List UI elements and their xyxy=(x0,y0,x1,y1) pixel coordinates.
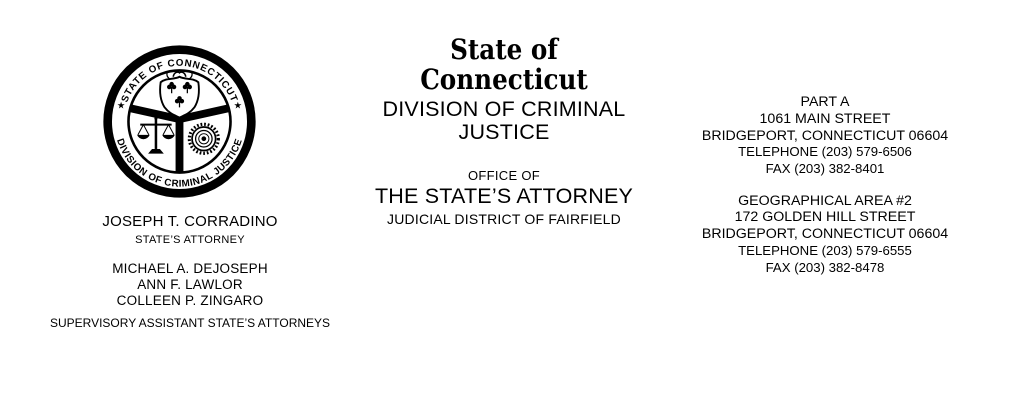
office-telephone: TELEPHONE (203) 579-6555 xyxy=(738,242,912,258)
seal-star-right-icon: ★ xyxy=(233,100,243,112)
supervisor-name: COLLEEN P. ZINGARO xyxy=(116,293,264,309)
judicial-district: JUDICIAL DISTRICT OF FAIRFIELD xyxy=(387,211,621,227)
office-name: PART A xyxy=(800,94,850,110)
supervisor-name-list xyxy=(30,261,350,310)
staff-block xyxy=(30,213,350,331)
office-block-geographical-area-2 xyxy=(689,193,961,277)
seal-star-left-icon: ★ xyxy=(116,100,126,112)
offices-column xyxy=(689,94,961,277)
office-block-part-a xyxy=(689,94,961,178)
office-street: 172 GOLDEN HILL STREET xyxy=(734,209,916,226)
office-street: 1061 MAIN STREET xyxy=(759,110,891,127)
division-title: DIVISION OF CRIMINAL JUSTICE xyxy=(382,97,626,144)
supervisors-title: SUPERVISORY ASSISTANT STATE’S ATTORNEYS xyxy=(49,315,331,330)
office-fax: FAX (203) 382-8401 xyxy=(765,161,885,177)
center-heading xyxy=(343,35,665,227)
office-of-label: OFFICE OF xyxy=(467,168,541,183)
office-fax: FAX (203) 382-8478 xyxy=(765,259,885,275)
office-city: BRIDGEPORT, CONNECTICUT 06604 xyxy=(701,127,949,144)
division-seal xyxy=(101,43,258,200)
police-badge-icon xyxy=(189,124,218,153)
office-city: BRIDGEPORT, CONNECTICUT 06604 xyxy=(701,226,949,243)
office-name: GEOGRAPHICAL AREA #2 xyxy=(738,192,912,209)
states-attorney-name: JOSEPH T. CORRADINO xyxy=(102,213,278,230)
supervisor-name: MICHAEL A. DEJOSEPH xyxy=(112,260,268,276)
division-of-criminal-justice-seal-graphic xyxy=(101,43,258,200)
office-telephone: TELEPHONE (203) 579-6506 xyxy=(738,144,912,160)
seal-bottom-text: DIVISION OF CRIMINAL JUSTICE xyxy=(114,137,245,190)
state-name-script: State of Connecticut xyxy=(420,33,588,96)
supervisor-name: ANN F. LAWLOR xyxy=(137,276,243,292)
states-attorney-title: STATE’S ATTORNEY xyxy=(135,234,245,246)
seal-top-text: STATE OF CONNECTICUT xyxy=(119,57,240,105)
office-title: THE STATE’S ATTORNEY xyxy=(374,184,634,208)
